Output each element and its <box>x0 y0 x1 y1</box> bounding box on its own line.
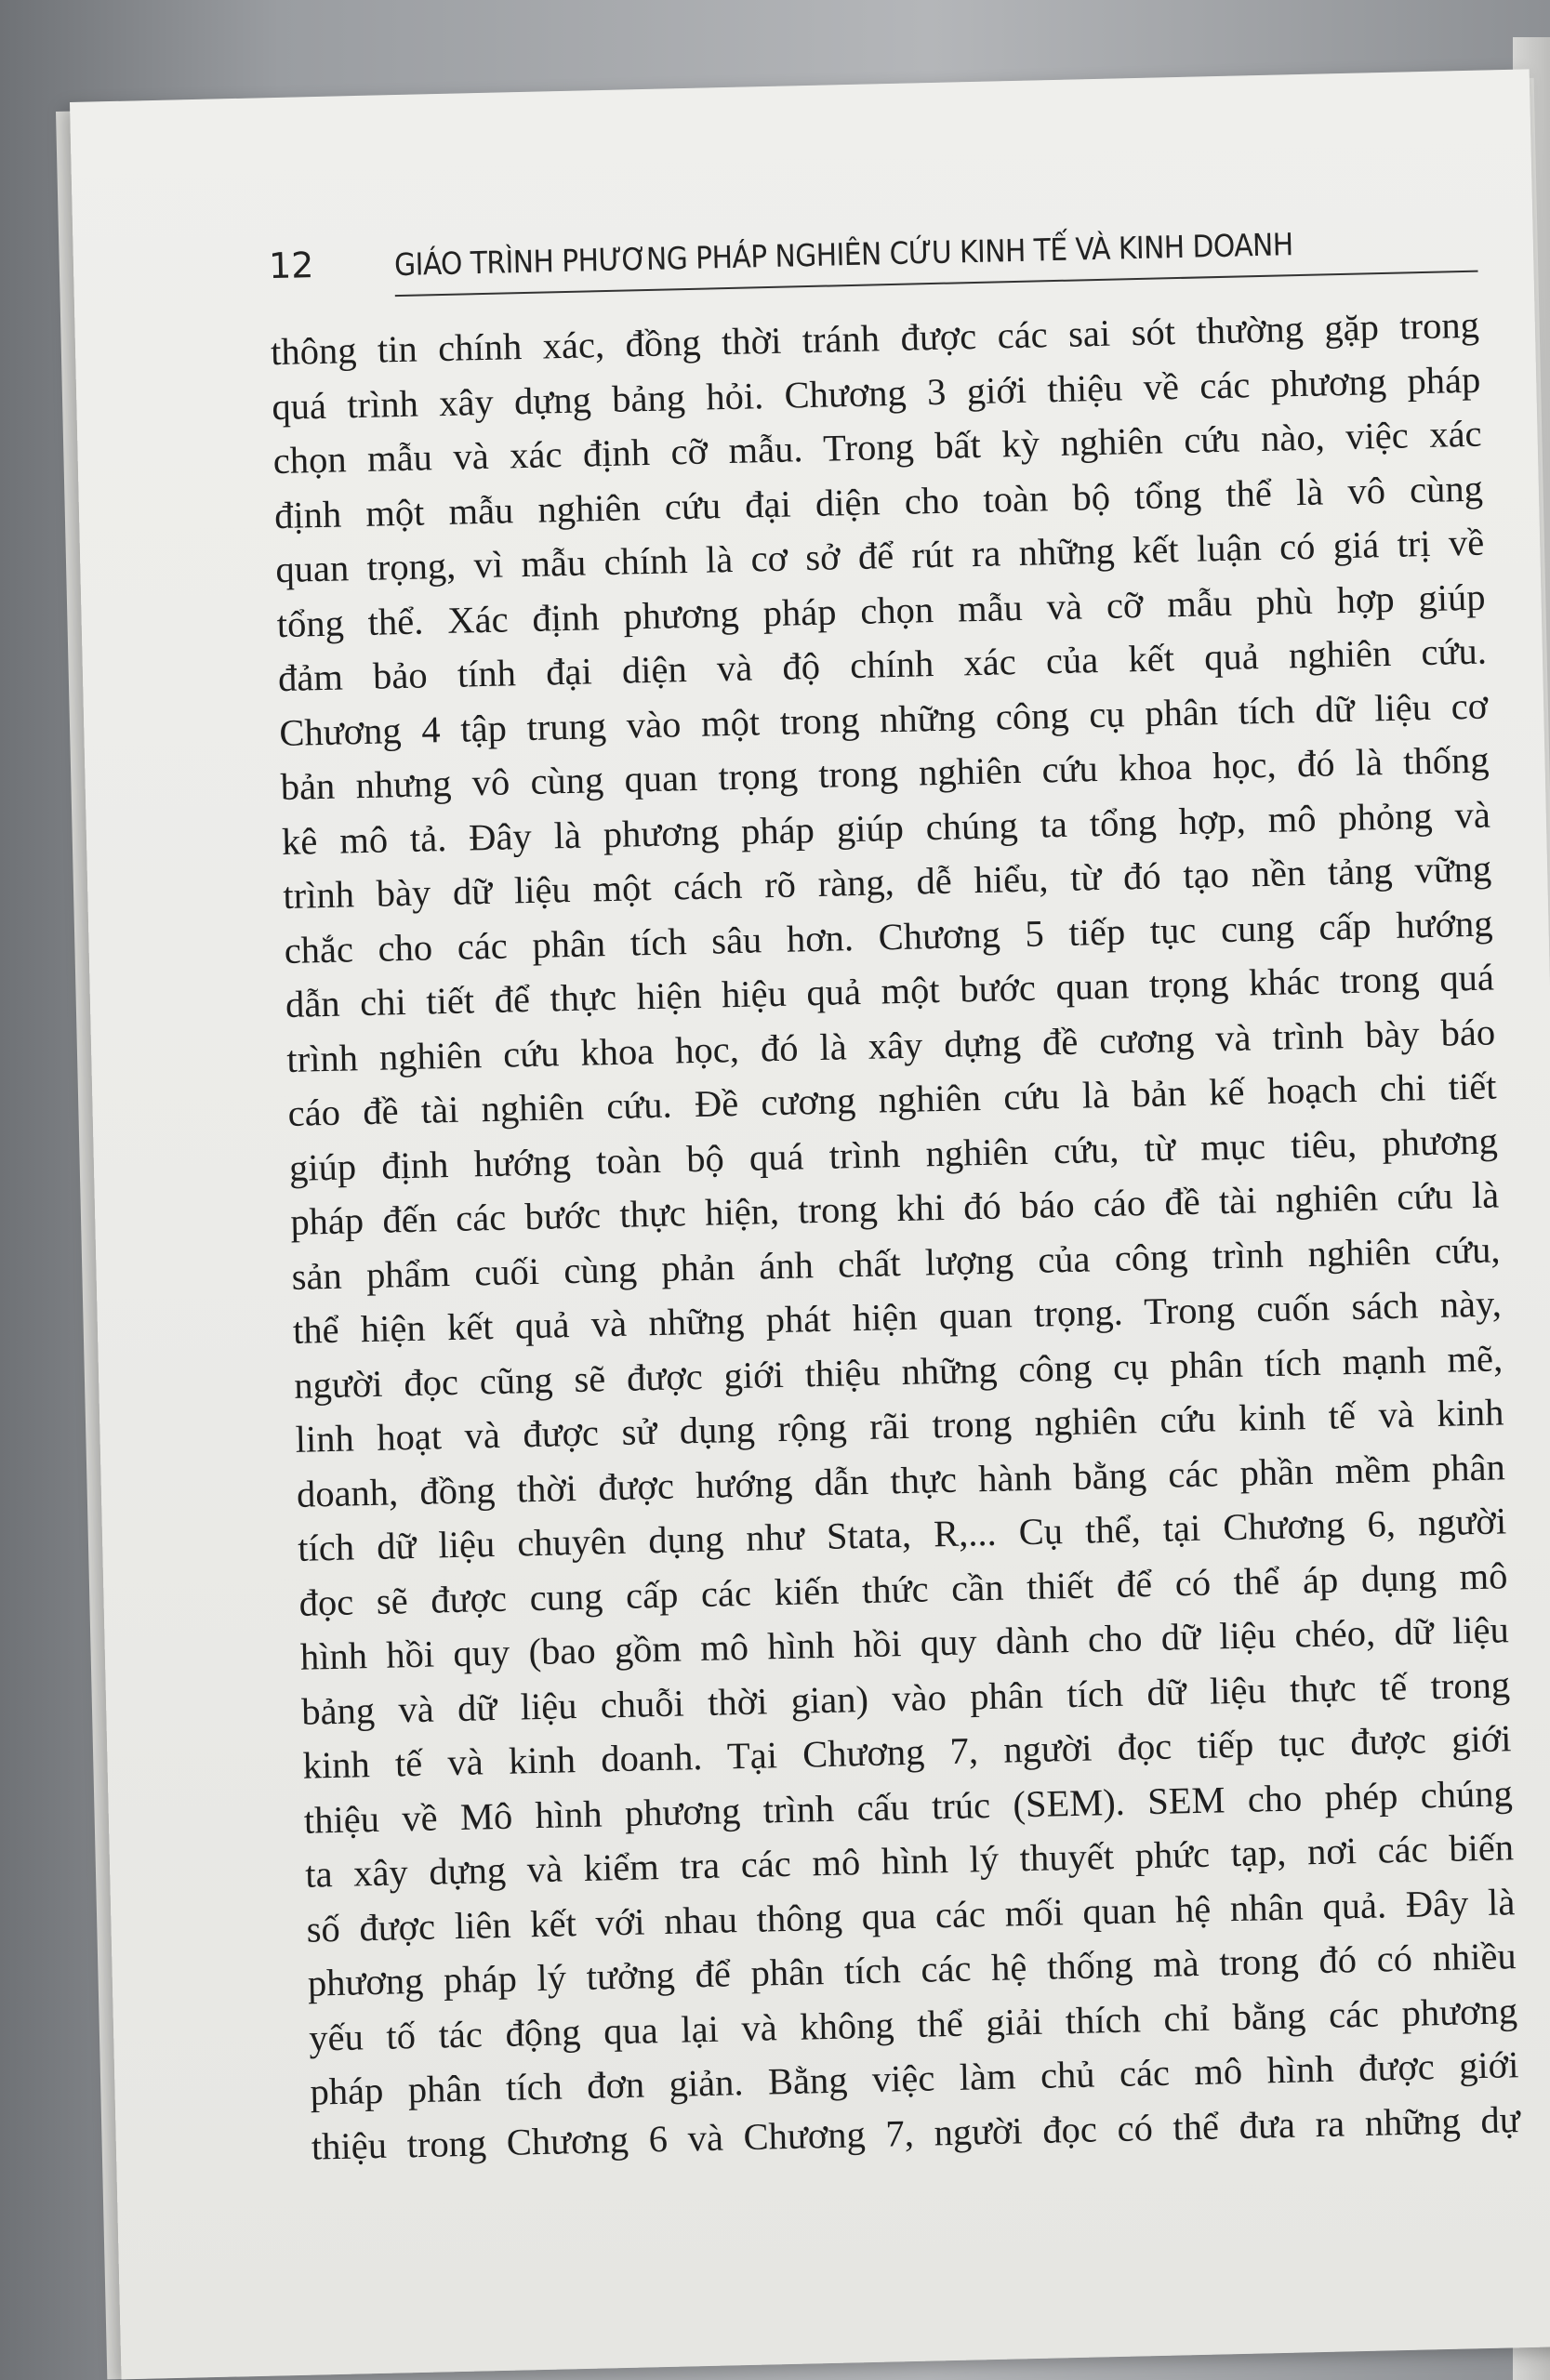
text-line: tổng thể. Xác định phương pháp chọn mẫu và cỡ mẫu phù hợp giúp <box>276 575 1486 645</box>
text-line: dẫn chi tiết để thực hiện hiệu quả một bước quan trọng khác trong quá <box>285 956 1495 1025</box>
text-line: chọn mẫu và xác định cỡ mẫu. Trong bất kỳ nghiên cứu nào, việc xác <box>272 412 1482 483</box>
text-line: thiệu trong Chương 6 và Chương 7, người đọc có thể đưa ra những dự <box>311 2097 1521 2168</box>
text-line: trình nghiên cứu khoa học, đó là xây dựng đề cương và trình bày báo <box>285 1010 1496 1080</box>
text-line: hình hồi quy (bao gồm mô hình hồi quy dành cho dữ liệu chéo, dữ liệu <box>299 1608 1510 1678</box>
text-line: quá trình xây dựng bảng hỏi. Chương 3 giới thiệu về các phương pháp <box>271 358 1481 428</box>
text-line: pháp phân tích đơn giản. Bằng việc làm chủ các mô hình được giới <box>310 2043 1519 2113</box>
text-line: đọc sẽ được cung cấp các kiến thức cần thiết để có thể áp dụng mô <box>298 1554 1508 1624</box>
running-title: GIÁO TRÌNH PHƯƠNG PHÁP NGHIÊN CỨU KINH TẾ VÀ KINH DOANH <box>393 226 1293 284</box>
text-line: định một mẫu nghiên cứu đại diện cho toàn bộ tổng thể là vô cùng <box>273 467 1484 536</box>
text-line: giúp định hướng toàn bộ quá trình nghiên cứu, từ mục tiêu, phương <box>288 1118 1499 1189</box>
text-line: trình bày dữ liệu một cách rõ ràng, dễ hiểu, từ đó tạo nền tảng vững <box>282 847 1492 918</box>
text-line: kinh tế và kinh doanh. Tại Chương 7, người đọc tiếp tục được giới <box>302 1717 1512 1787</box>
text-line: linh hoạt và được sử dụng rộng rãi trong nghiên cứu kinh tế và kinh <box>295 1391 1504 1461</box>
book-page <box>70 69 1550 2379</box>
text-line: doanh, đồng thời được hướng dẫn thực hành bằng các phần mềm phân <box>296 1445 1506 1515</box>
text-line: thiệu về Mô hình phương trình cấu trúc (SEM). SEM cho phép chúng <box>303 1771 1514 1842</box>
text-line: bảng và dữ liệu chuỗi thời gian) vào phân tích dữ liệu thực tế trong <box>300 1662 1511 1733</box>
body-text <box>271 298 1521 2175</box>
text-line: bản nhưng vô cùng quan trọng trong nghiên cứu khoa học, đó là thống <box>280 738 1490 809</box>
text-line: đảm bảo tính đại diện và độ chính xác của kết quả nghiên cứu. <box>277 629 1488 700</box>
text-line: thể hiện kết quả và những phát hiện quan trọng. Trong cuốn sách này, <box>292 1282 1503 1352</box>
text-line: yếu tố tác động qua lại và không thể giải thích chỉ bằng các phương <box>308 1989 1518 2059</box>
text-line: phương pháp lý tưởng để phân tích các hệ thống mà trong đó có nhiều <box>307 1935 1517 2004</box>
text-line: sản phẩm cuối cùng phản ánh chất lượng của công trình nghiên cứu, <box>291 1227 1501 1298</box>
text-line: cáo đề tài nghiên cứu. Đề cương nghiên cứu là bản kế hoạch chi tiết <box>287 1064 1497 1134</box>
text-line: người đọc cũng sẽ được giới thiệu những công cụ phân tích mạnh mẽ, <box>293 1336 1504 1407</box>
text-line: quan trọng, vì mẫu chính là cơ sở để rút ra những kết luận có giá trị về <box>274 521 1485 591</box>
text-line: thông tin chính xác, đồng thời tránh được các sai sót thường gặp trong <box>270 303 1480 374</box>
text-line: pháp đến các bước thực hiện, trong khi đó báo cáo đề tài nghiên cứu là <box>289 1173 1500 1243</box>
text-line: số được liên kết với nhau thông qua các mối quan hệ nhân quả. Đây là <box>306 1880 1516 1950</box>
page-number: 12 <box>268 245 314 287</box>
text-line: tích dữ liệu chuyên dụng như Stata, R,... Cụ thể, tại Chương 6, người <box>297 1500 1507 1569</box>
text-line: ta xây dựng và kiểm tra các mô hình lý thuyết phức tạp, nơi các biến <box>304 1826 1515 1896</box>
text-line: Chương 4 tập trung vào một trong những công cụ phân tích dữ liệu cơ <box>278 684 1489 754</box>
page-header <box>268 215 1477 298</box>
text-line: chắc cho các phân tích sâu hơn. Chương 5 tiếp tục cung cấp hướng <box>284 902 1493 972</box>
text-line: kê mô tả. Đây là phương pháp giúp chúng ta tổng hợp, mô phỏng và <box>281 793 1491 863</box>
